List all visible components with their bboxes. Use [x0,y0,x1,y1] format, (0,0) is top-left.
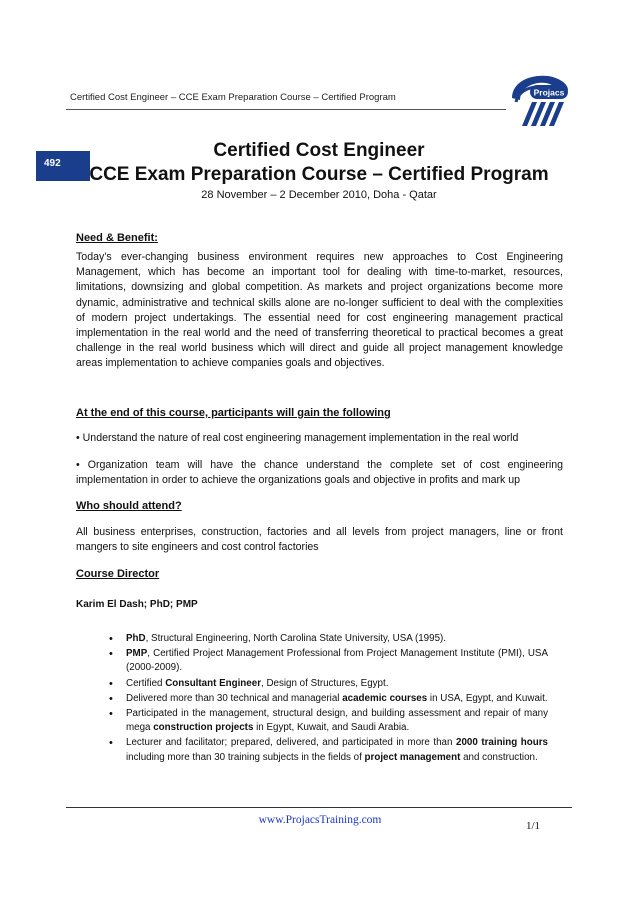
list-item: • PMP, Certified Project Management Professional from Project Management Institute (PMI), USA (2000-2009). [126,647,548,675]
director-name: Karim El Dash; PhD; PMP [76,599,198,610]
title-line-1: Certified Cost Engineer [213,140,425,161]
need-benefit-body: Today’s ever-changing business environment requires new approaches to Cost Engineering Management, which has become an important tool for dealing with time-to-market, resources, limitations, downsizing and global competition. As markets and project organizations become more dynamic, administrative and technical skills alone are no-longer sufficient to deal with the complexities of modern project undertakings. The essential need for cost engineering management practical implementation in the real world and the need of transferring theoretical to practical becomes a great challenge in the real world business which will direct and guide all project management knowledge areas implementation to achieve companies goals and objectives. [76,251,563,370]
outcome-item-1: • Understand the nature of real cost engineering management implementation in the real world [76,432,519,444]
list-item: • Delivered more than 30 technical and managerial academic courses in USA, Egypt, and Kuwait. [126,692,548,706]
website-link[interactable]: www.ProjacsTraining.com [258,814,382,826]
logo-text: Projacs [533,87,565,98]
projacs-logo [508,72,572,128]
need-benefit-heading: Need & Benefit: [76,232,158,244]
director-heading: Course Director [76,568,160,580]
attend-body: All business enterprises, construction, factories and all levels from project managers, line or front mangers to site engineers and cost control factories [76,526,563,554]
list-item: • PhD, Structural Engineering, North Carolina State University, USA (1995). [126,632,548,646]
outcome-item-2: • Organization team will have the chance understand the complete set of cost engineering implementation in order to achieve the organizations goals and objective in profits and mark up [76,459,563,487]
running-header: Certified Cost Engineer – CCE Exam Preparation Course – Certified Program [70,92,396,103]
list-item: • Lecturer and facilitator; prepared, delivered, and participated in more than 2000 training hours including more than 30 training subjects in the fields of project management and construction. [126,736,548,764]
director-credentials-list [126,632,548,766]
title-line-2: CCE Exam Preparation Course – Certified Program [89,164,549,185]
title-block [66,139,572,203]
page-counter: 1/1 [526,820,541,832]
header-divider [66,109,506,110]
outcomes-heading: At the end of this course, participants will gain the following [76,407,391,419]
list-item: • Certified Consultant Engineer, Design of Structures, Egypt. [126,677,548,691]
list-item: • Participated in the management, structural design, and building assessment and repair of many mega construction projects in Egypt, Kuwait, and Saudi Arabia. [126,707,548,735]
attend-heading: Who should attend? [76,500,182,512]
page-number-badge: 492 [36,151,90,181]
footer-divider [66,807,572,808]
date-location: 28 November – 2 December 2010, Doha - Qatar [201,189,437,201]
